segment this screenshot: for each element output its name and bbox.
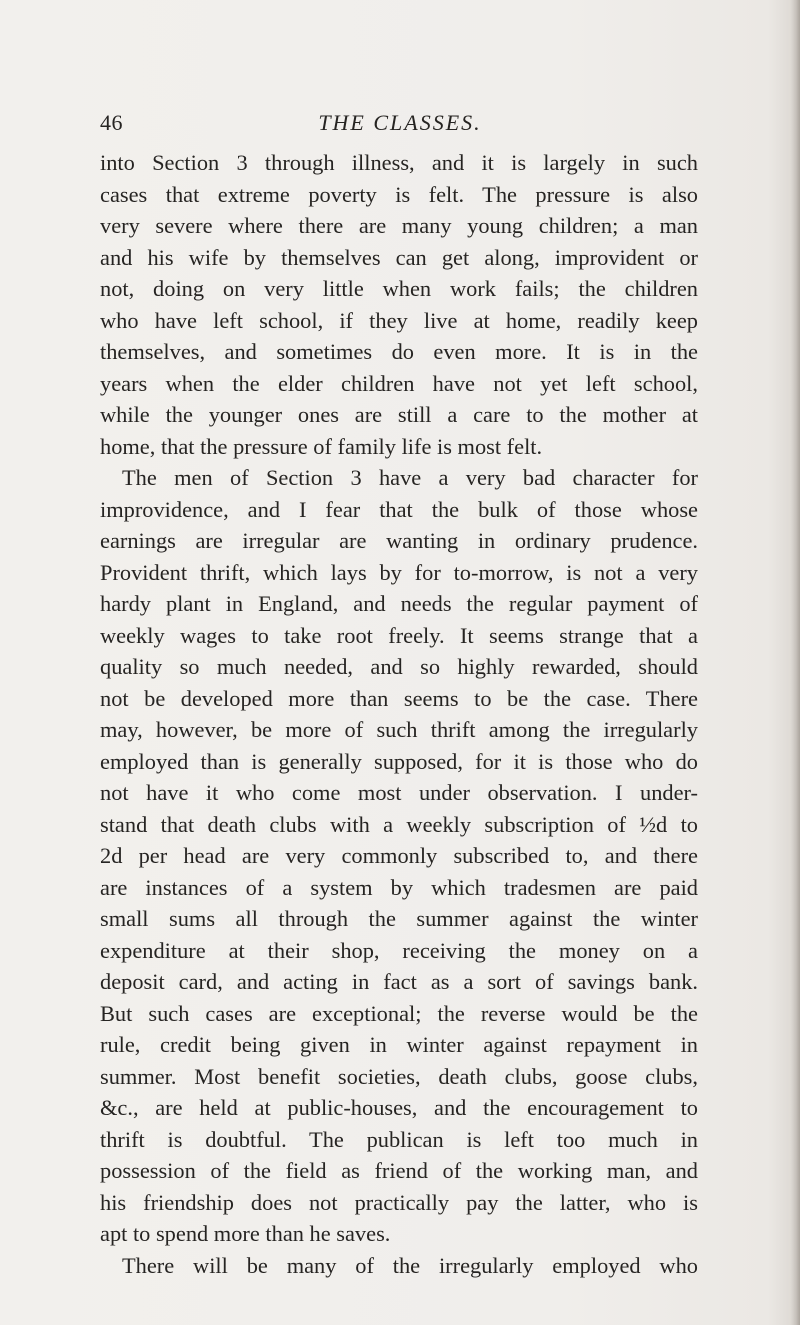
text-line: not be developed more than seems to be the case. There: [100, 685, 698, 711]
text-line: But such cases are exceptional; the reverse would be the: [100, 1000, 698, 1026]
text-line: weekly wages to take root freely. It seems strange that a: [100, 622, 698, 648]
text-line: employed than is generally supposed, for it is those who do: [100, 748, 698, 774]
text-line: not have it who come most under observation. I under-: [100, 780, 698, 805]
text-line: small sums all through the summer against the winter: [100, 906, 698, 931]
text-line: very severe where there are many young children; a man: [100, 213, 698, 238]
text-line: summer. Most benefit societies, death clubs, goose clubs,: [100, 1063, 698, 1089]
text-line: There will be many of the irregularly employed who: [122, 1252, 698, 1278]
text-line: who have left school, if they live at home, readily keep: [100, 307, 698, 333]
text-line: The men of Section 3 have a very bad character for: [122, 465, 698, 490]
text-line: stand that death clubs with a weekly subscription of ½d to: [100, 811, 698, 837]
text-line: rule, credit being given in winter against repayment in: [100, 1032, 698, 1057]
text-line: hardy plant in England, and needs the regular payment of: [100, 591, 698, 616]
text-line: quality so much needed, and so highly rewarded, should: [100, 654, 698, 679]
text-line: 2d per head are very commonly subscribed to, and there: [100, 843, 698, 868]
text-line: home, that the pressure of family life is most felt.: [100, 433, 543, 459]
text-line: and his wife by themselves can get along, improvident or: [100, 244, 698, 270]
text-line: cases that extreme poverty is felt. The pressure is also: [100, 181, 698, 207]
text-line: years when the elder children have not yet left school,: [100, 370, 698, 396]
text-line: thrift is doubtful. The publican is left too much in: [100, 1126, 698, 1152]
text-line: Provident thrift, which lays by for to-morrow, is not a very: [100, 559, 698, 585]
text-line: not, doing on very little when work fails; the children: [100, 276, 698, 301]
text-line: possession of the field as friend of the working man, and: [100, 1158, 698, 1183]
page-number: 46: [100, 110, 123, 135]
text-line: &c., are held at public-houses, and the encouragement to: [100, 1095, 698, 1120]
body-text: [100, 147, 698, 1281]
text-line: earnings are irregular are wanting in ordinary prudence.: [100, 528, 698, 553]
text-line: into Section 3 through illness, and it is largely in such: [100, 150, 698, 175]
text-line: improvidence, and I fear that the bulk of those whose: [100, 496, 698, 522]
page-header: [100, 104, 700, 140]
text-line: apt to spend more than he saves.: [100, 1221, 391, 1246]
text-line: while the younger ones are still a care to the mother at: [100, 402, 698, 427]
text-line: themselves, and sometimes do even more. It is in the: [100, 339, 698, 364]
text-line: his friendship does not practically pay the latter, who is: [100, 1189, 698, 1215]
text-line: are instances of a system by which tradesmen are paid: [100, 874, 698, 900]
text-line: deposit card, and acting in fact as a sort of savings bank.: [100, 969, 698, 994]
page-edge-shadow: [790, 0, 800, 1325]
text-line: may, however, be more of such thrift among the irregularly: [100, 717, 698, 742]
running-title: THE CLASSES.: [318, 110, 482, 135]
text-line: expenditure at their shop, receiving the money on a: [100, 937, 698, 963]
